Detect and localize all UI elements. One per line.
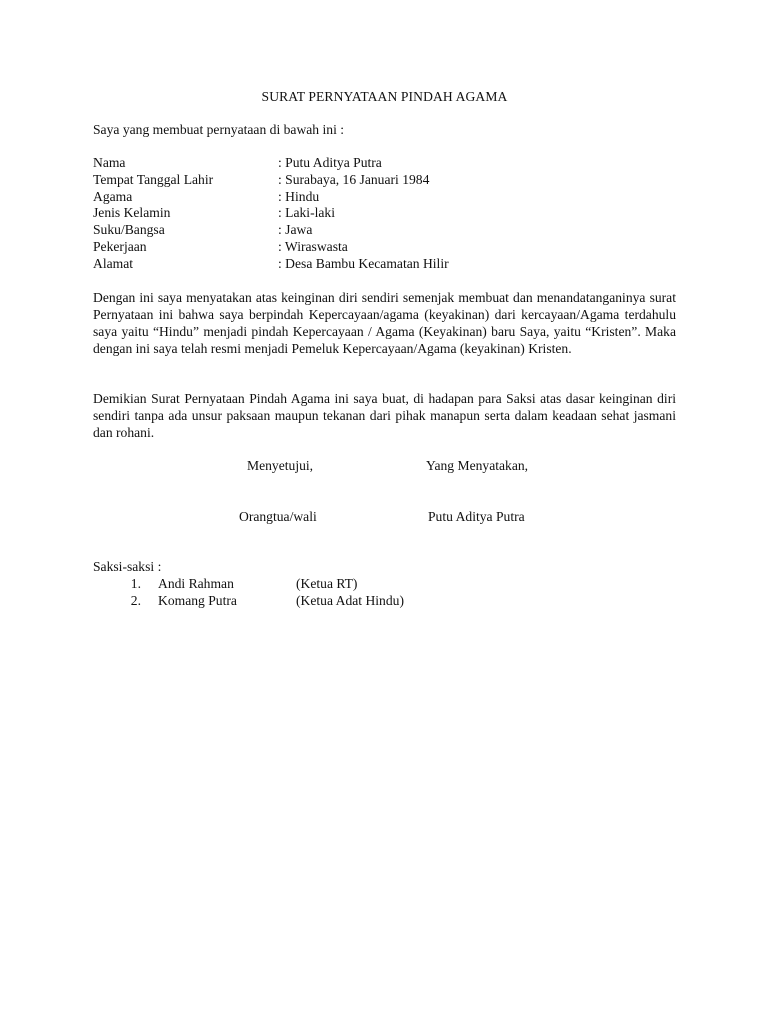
- field-row-nama: [93, 155, 676, 172]
- field-row-alamat: [93, 256, 676, 273]
- field-row-jenis-kelamin: [93, 205, 676, 222]
- declarant-heading: Yang Menyatakan,: [426, 458, 529, 473]
- field-row-agama: [93, 189, 676, 206]
- field-value: : Hindu: [278, 188, 320, 204]
- field-value: : Laki-laki: [278, 205, 335, 221]
- field-value: : Jawa: [278, 222, 313, 238]
- field-value: : Putu Aditya Putra: [278, 155, 382, 170]
- field-row-suku-bangsa: [93, 222, 676, 239]
- field-row-tempat-tanggal-lahir: [93, 172, 676, 189]
- field-value: : Wiraswasta: [278, 238, 348, 254]
- field-row-pekerjaan: [93, 239, 676, 256]
- approval-heading: Menyetujui,: [247, 458, 314, 473]
- field-label: Tempat Tanggal Lahir: [93, 171, 214, 187]
- field-value: : Surabaya, 16 Januari 1984: [278, 171, 430, 187]
- witness-name: Andi Rahman: [158, 576, 234, 591]
- field-label: Pekerjaan: [93, 238, 147, 254]
- witness-number: 1.: [130, 576, 141, 591]
- witness-role: (Ketua RT): [296, 576, 358, 591]
- document-title: SURAT PERNYATAAN PINDAH AGAMA: [261, 89, 508, 104]
- field-label: Jenis Kelamin: [93, 205, 171, 221]
- witness-list: [93, 575, 676, 609]
- witness-number: 2.: [130, 593, 141, 608]
- witness-name: Komang Putra: [158, 593, 237, 608]
- field-label: Nama: [93, 155, 126, 170]
- witness-spacer: [141, 575, 158, 592]
- witnesses-title: Saksi-saksi :: [93, 559, 162, 574]
- field-label: Suku/Bangsa: [93, 222, 165, 238]
- intro-text: Saya yang membuat pernyataan di bawah ini :: [93, 122, 345, 137]
- identity-fields: [93, 155, 676, 273]
- field-label: Agama: [93, 188, 133, 204]
- witness-role: (Ketua Adat Hindu): [296, 593, 404, 608]
- witness-item: [93, 592, 676, 609]
- declarant-signature-name: Putu Aditya Putra: [428, 509, 525, 524]
- field-label: Alamat: [93, 255, 134, 271]
- field-value: : Desa Bambu Kecamatan Hilir: [278, 255, 449, 271]
- guardian-signature-name: Orangtua/wali: [239, 509, 317, 524]
- witness-item: [93, 575, 676, 592]
- closing-paragraph: Demikian Surat Pernyataan Pindah Agama ini saya buat, di hadapan para Saksi atas dasar keinginan diri sendiri tanpa ada unsur paksaan maupun tekanan dari pihak manapun serta dalam keadaan sehat jasmani dan rohani.: [93, 391, 676, 440]
- witness-spacer: [141, 592, 158, 609]
- document-page: [93, 0, 676, 1024]
- statement-paragraph: Dengan ini saya menyatakan atas keinginan diri sendiri semenjak membuat dan menandatanganinya surat Pernyataan ini bahwa saya berpindah Kepercayaan/agama (keyakinan) dari kercayaan/Agama terdahulu saya yaitu “Hindu” menjadi pindah Kepercayaan / Agama (Keyakinan) baru Saya, yaitu “Kristen”. Maka dengan ini saya telah resmi menjadi Pemeluk Kepercayaan/Agama (keyakinan) Kristen.: [93, 290, 676, 356]
